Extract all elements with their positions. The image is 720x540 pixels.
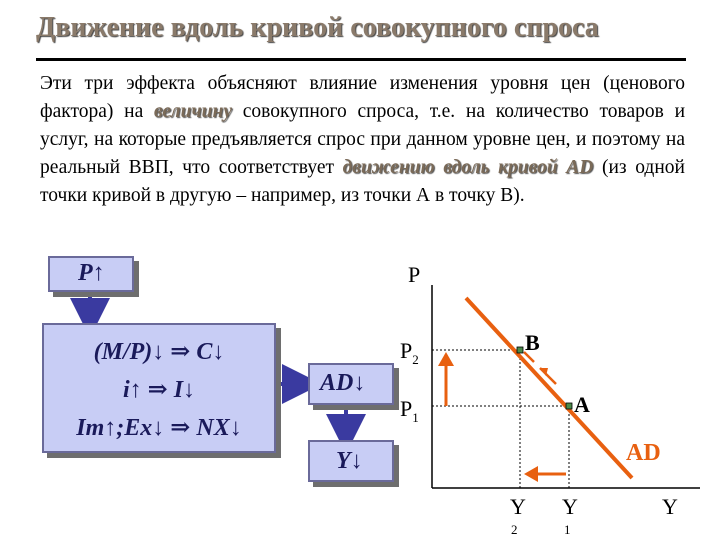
p1-subscript: 1 [412,410,419,425]
point-b-label: B [525,330,540,355]
y1-subscript: 1 [564,522,571,537]
p1-letter: P [400,396,413,421]
paragraph-text-3: (из одной точки кривой в другую – например, из точки А в точку В). [40,157,685,206]
point-a-label: A [574,392,590,417]
price-rise-box: P↑ [48,256,134,292]
point-b-marker [517,347,523,353]
output-fall-arrow-head [524,466,538,482]
paragraph-text-1: Эти три эффекта объясняют влияние изменения уровня цен (ценового фактора) на [40,73,685,122]
ad-decrease-box: AD↓ [308,363,394,405]
slide-title: Движение вдоль кривой совокупного спроса [36,12,599,43]
output-axis-label: Y [662,494,678,519]
p2-letter: P [400,338,413,363]
interest-rate-effect-line: i↑ ⇒ I↓ [122,377,196,403]
p2-subscript: 2 [412,352,419,367]
emphasis-movement-along-ad: движению вдоль кривой AD [342,157,594,178]
ad-curve-label: AD [626,440,661,466]
p2-label [400,338,419,367]
paragraph-text-2: совокупного спроса, т.е. на количество товаров и услуг, на которые предъявляется спрос при данном уровне цен, и поэтому на реальный ВВП, что соответствует [40,101,685,178]
y2-label: Y [510,494,526,519]
price-axis-label: P [408,262,421,287]
p1-label [400,396,419,425]
point-a-marker [566,403,572,409]
foreign-trade-effect-line: Im↑;Ex↓ ⇒ NX↓ [76,415,242,441]
price-rise-arrow-head [438,352,454,366]
y2-subscript: 2 [511,522,518,537]
ad-curve [466,298,632,478]
wealth-effect-line: (M/P)↓ ⇒ C↓ [93,339,225,365]
output-decrease-box: Y↓ [308,440,394,482]
emphasis-magnitude: величину [153,101,233,122]
effects-box [42,323,276,453]
y1-label: Y [562,494,578,519]
